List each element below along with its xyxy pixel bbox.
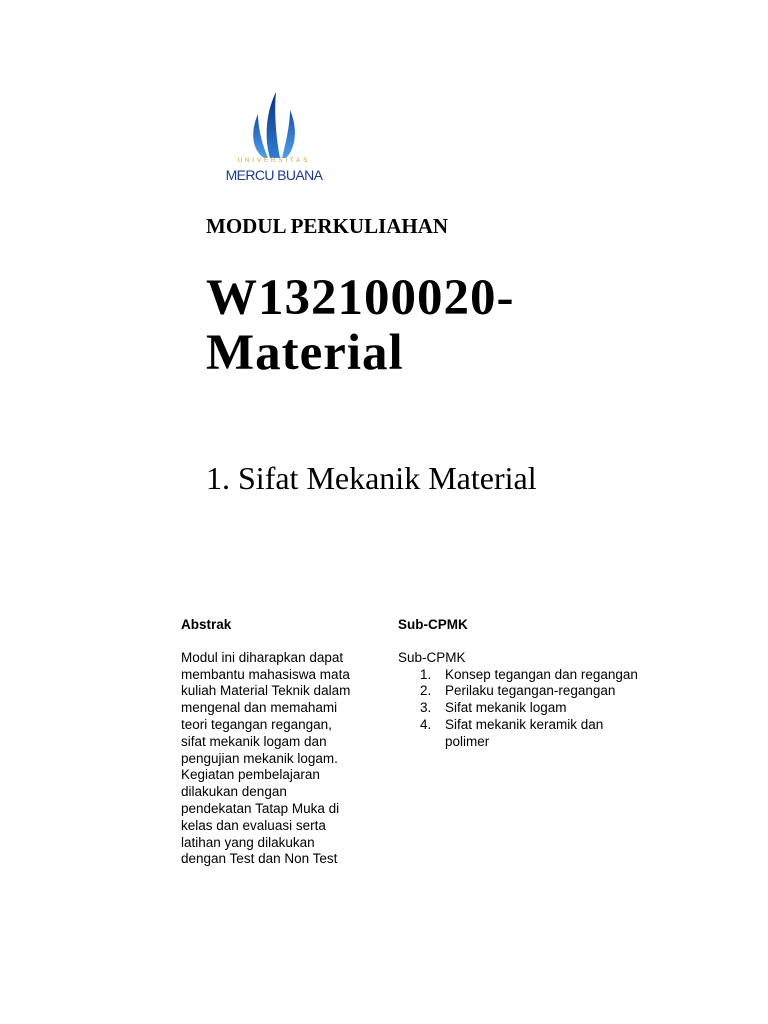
list-item — [398, 683, 648, 700]
modul-label: MODUL PERKULIAHAN — [206, 214, 449, 238]
list-item-number: 4. — [420, 716, 432, 732]
list-item-text: Konsep tegangan dan regangan — [445, 666, 638, 682]
logo-university-name: MERCU BUANA — [225, 167, 323, 183]
list-item — [398, 717, 648, 751]
list-item — [398, 667, 648, 684]
list-item-text: Sifat mekanik keramik dan polimer — [445, 716, 604, 749]
flame-emblem-icon — [206, 88, 342, 160]
list-item-text: Perilaku tegangan-regangan — [445, 683, 616, 699]
abstract-column — [181, 617, 386, 868]
sub-cpmk-intro: Sub-CPMK — [398, 649, 466, 665]
list-item-number: 2. — [420, 683, 432, 699]
list-item-number: 1. — [420, 666, 432, 682]
list-item — [398, 700, 648, 717]
abstract-body: Modul ini diharapkan dapat membantu mahasiswa mata kuliah Material Teknik dalam mengenal dan memahami teori tegangan regangan, sifat mekanik logam dan pengujian mekanik logam. Kegiatan pembelajaran dilakukan dengan pendekatan Tatap Muka di kelas dan evaluasi serta latihan yang dilakukan dengan Test dan Non Test — [181, 649, 351, 867]
list-item-text: Sifat mekanik logam — [445, 700, 567, 716]
abstract-heading: Abstrak — [181, 617, 232, 632]
sub-cpmk-heading: Sub-CPMK — [398, 617, 468, 632]
sub-cpmk-list — [398, 667, 648, 751]
course-code-title: W132100020-Material — [206, 270, 515, 381]
university-logo — [206, 88, 342, 192]
list-item-number: 3. — [420, 700, 432, 716]
chapter-title: 1. Sifat Mekanik Material — [206, 460, 537, 496]
logo-university-label: UNIVERSITAS — [237, 158, 311, 164]
sub-cpmk-column — [398, 617, 648, 751]
